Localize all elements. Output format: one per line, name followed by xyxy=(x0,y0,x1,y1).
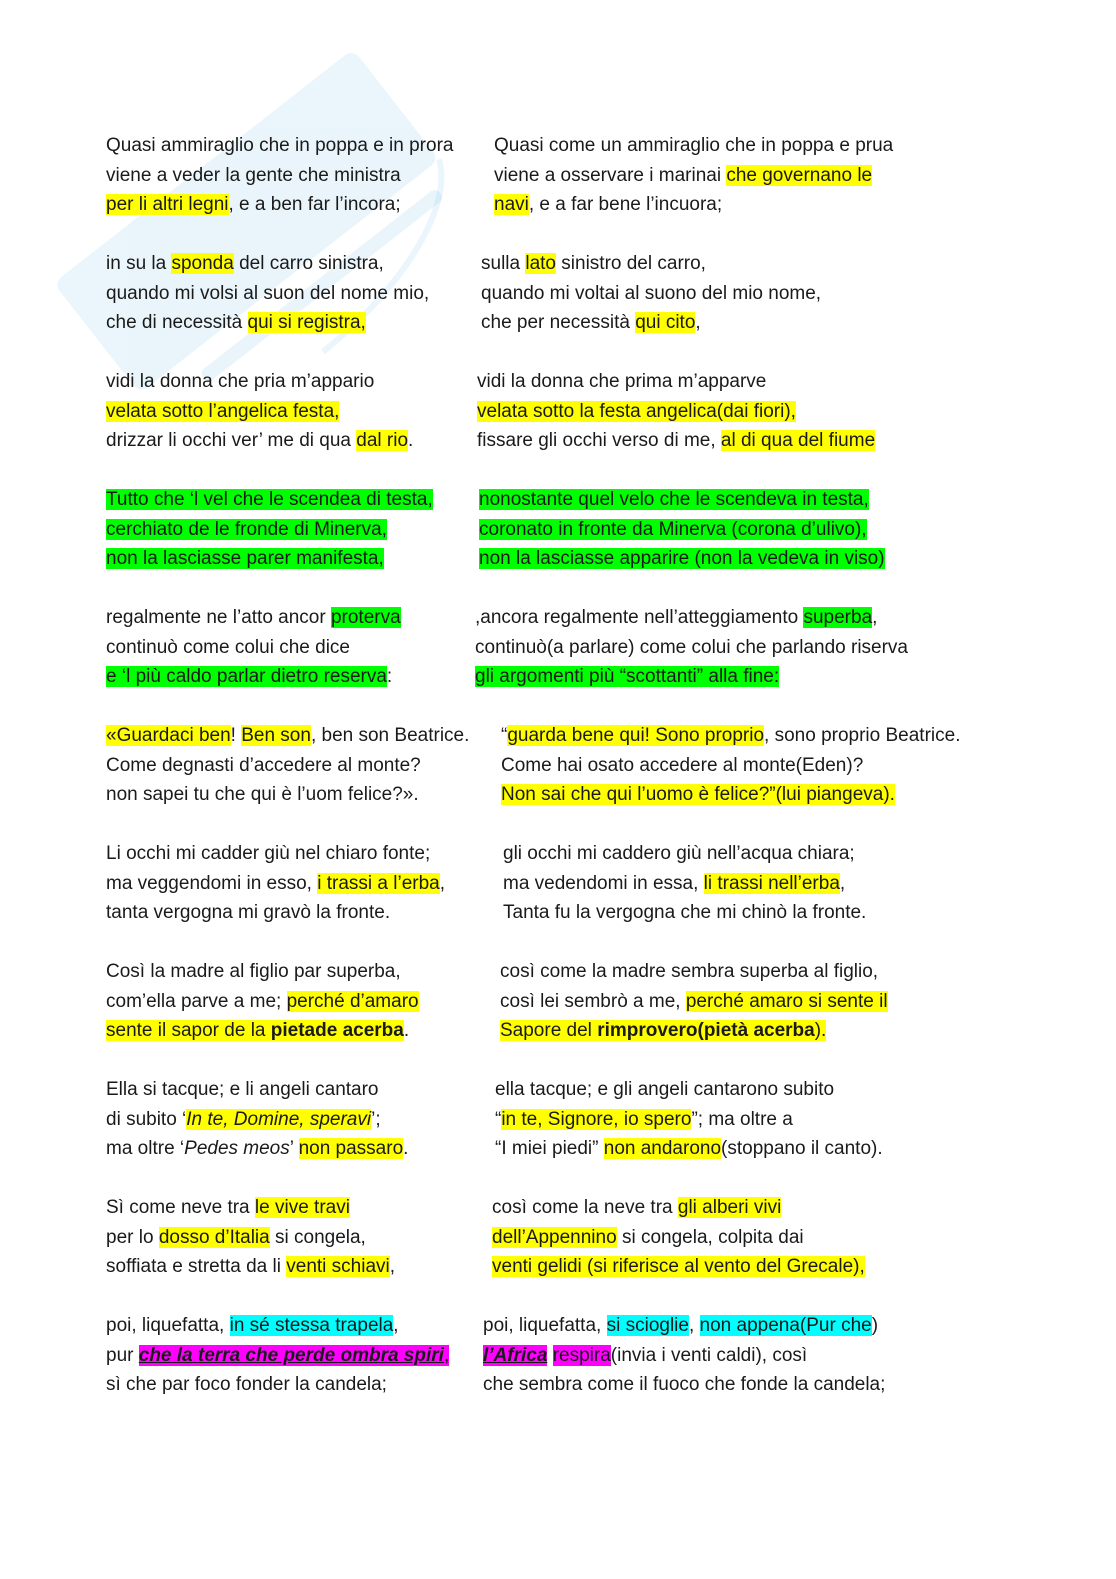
text-segment: che di necessità xyxy=(106,312,248,333)
text-segment: sì che par foco fonder la candela; xyxy=(106,1374,387,1395)
text-segment: dell’Appennino xyxy=(492,1226,617,1248)
text-segment: regalmente ne l’atto ancor xyxy=(106,607,331,628)
text-segment: dal rio xyxy=(356,430,409,451)
text-segment: si congela, xyxy=(269,1226,366,1248)
text-segment: respira xyxy=(552,1344,611,1366)
text-segment: si scioglie xyxy=(606,1315,689,1336)
verse-line-right xyxy=(477,399,796,425)
text-segment: l’Africa xyxy=(483,1344,548,1366)
text-segment: Come degnasti d’accedere al monte? xyxy=(106,754,421,776)
text-segment: del carro sinistra, xyxy=(233,253,384,274)
text-segment: “ xyxy=(495,1108,502,1130)
text-segment: , e a ben far l’incora; xyxy=(228,194,401,215)
verse-line-right xyxy=(475,635,908,661)
text-segment: vidi la donna che prima m’apparve xyxy=(477,371,767,392)
text-segment: , e a far bene l’incuora; xyxy=(528,194,723,215)
text-segment: . xyxy=(403,1020,410,1041)
verse-line-right xyxy=(501,753,863,779)
verse-line-right xyxy=(500,1018,826,1044)
text-segment: perché amaro si sente il xyxy=(685,990,888,1012)
watermark-block xyxy=(54,49,440,393)
verse-line-right xyxy=(477,369,766,395)
text-segment: vidi la donna che pria m’appario xyxy=(106,371,375,392)
verse-line-left xyxy=(106,546,384,572)
text-segment: ) xyxy=(871,1315,879,1336)
text-segment: non la lasciasse parer manifesta, xyxy=(106,548,384,569)
text-segment: così come la madre sembra superba al figlio, xyxy=(500,961,879,982)
verse-line-right xyxy=(475,664,779,690)
verse-line-left xyxy=(106,1225,366,1251)
verse-line-left xyxy=(106,782,419,808)
verse-line-left xyxy=(106,1107,381,1133)
text-segment: velata sotto l’angelica festa, xyxy=(106,400,340,422)
text-segment: per lo xyxy=(106,1226,159,1248)
text-segment: Tutto che ‘l vel che le scendea di testa, xyxy=(106,489,433,510)
text-segment: proterva xyxy=(330,607,401,628)
verse-line-left xyxy=(106,723,469,749)
text-segment: gli argomenti più “scottanti” alla fine: xyxy=(475,666,780,687)
verse-line-right xyxy=(479,517,867,543)
text-segment: qui cito xyxy=(635,312,696,333)
text-segment: in sé stessa trapela xyxy=(229,1315,394,1336)
text-segment: venti schiavi xyxy=(286,1256,390,1277)
text-segment: , xyxy=(389,1256,396,1277)
verse-line-right xyxy=(495,1136,883,1162)
verse-line-left xyxy=(106,1018,409,1044)
text-segment: in te, Signore, io spero xyxy=(501,1108,692,1130)
verse-line-right xyxy=(477,428,875,454)
text-segment: Quasi ammiraglio che in poppa e in prora xyxy=(106,135,454,156)
verse-line-left xyxy=(106,1343,449,1369)
verse-line-right xyxy=(475,605,877,631)
verse-line-left xyxy=(106,664,392,690)
text-segment: Tanta fu la vergogna che mi chinò la fronte. xyxy=(503,902,867,923)
text-segment: perché d’amaro xyxy=(286,990,419,1012)
text-segment: . xyxy=(403,1138,409,1159)
text-segment: ’ xyxy=(289,1138,299,1159)
text-segment: viene a osservare i marinai xyxy=(494,164,727,186)
text-segment: sinistro del carro, xyxy=(556,253,706,274)
text-segment: , xyxy=(688,1315,700,1336)
text-segment: “ xyxy=(501,725,508,746)
text-segment: , xyxy=(439,872,446,894)
verse-line-right xyxy=(495,1107,793,1133)
verse-line-right xyxy=(483,1372,885,1398)
verse-line-right xyxy=(494,133,893,159)
verse-line-right xyxy=(479,487,869,513)
text-segment: così come la neve tra xyxy=(492,1197,678,1218)
text-segment: venti gelidi (si riferisce al vento del Grecale), xyxy=(492,1256,865,1277)
verse-line-right xyxy=(501,723,960,749)
verse-line-left xyxy=(106,251,384,277)
verse-line-left xyxy=(106,1372,387,1398)
verse-line-left xyxy=(106,517,387,543)
text-segment: tanta vergogna mi gravò la fronte. xyxy=(106,902,391,923)
verse-line-left xyxy=(106,959,401,985)
verse-line-right xyxy=(500,989,888,1015)
verse-line-right xyxy=(503,871,845,897)
text-segment: ma vedendomi in essa, xyxy=(503,872,704,894)
text-segment: ma veggendomi in esso, xyxy=(106,872,318,894)
text-segment: In te, Domine, speravi xyxy=(186,1108,372,1130)
text-segment: Come hai osato accedere al monte(Eden)? xyxy=(501,754,864,776)
text-segment: drizzar li occhi ver’ me di qua xyxy=(106,430,357,451)
text-segment: Li occhi mi cadder giù nel chiaro fonte; xyxy=(106,843,431,864)
verse-line-left xyxy=(106,163,401,189)
text-segment: così lei sembrò a me, xyxy=(500,990,686,1012)
text-segment: non sapei tu che qui è l’uom felice?». xyxy=(106,784,419,805)
verse-line-right xyxy=(481,251,706,277)
text-segment: cerchiato de le fronde di Minerva, xyxy=(106,518,387,540)
text-segment: coronato in fronte da Minerva (corona d’ulivo), xyxy=(479,518,867,540)
text-segment: dosso d’Italia xyxy=(158,1226,270,1248)
verse-line-left xyxy=(106,605,401,631)
text-segment: , xyxy=(872,607,878,628)
text-segment: pietade acerba xyxy=(270,1020,404,1041)
verse-line-left xyxy=(106,428,413,454)
text-segment: che per necessità xyxy=(481,312,636,333)
text-segment: gli occhi mi caddero giù nell’acqua chiara; xyxy=(503,843,855,864)
text-segment: (stoppano il canto). xyxy=(721,1138,883,1159)
text-segment: Non sai che qui l’uomo è felice?”(lui piangeva). xyxy=(501,784,895,805)
text-segment: che la terra che perde ombra spiri xyxy=(138,1344,444,1366)
verse-line-right xyxy=(492,1195,781,1221)
verse-line-left xyxy=(106,989,419,1015)
verse-line-right xyxy=(501,782,895,808)
verse-line-left xyxy=(106,192,401,218)
text-segment: qui si registra, xyxy=(247,312,366,333)
text-segment: superba xyxy=(803,607,873,628)
text-segment: velata sotto la festa angelica(dai fiori), xyxy=(477,400,796,422)
text-segment: ,ancora regalmente nell’atteggiamento xyxy=(475,607,804,628)
verse-line-left xyxy=(106,900,390,926)
verse-line-right xyxy=(483,1343,807,1369)
verse-line-right xyxy=(481,310,701,336)
text-segment: Sì come neve tra xyxy=(106,1197,255,1218)
verse-line-left xyxy=(106,753,421,779)
text-segment: sulla xyxy=(481,253,526,274)
text-segment: soffiata e stretta da li xyxy=(106,1256,287,1277)
text-segment: si congela, colpita dai xyxy=(616,1226,804,1248)
text-segment: poi, liquefatta, xyxy=(483,1315,607,1336)
text-segment: in su la xyxy=(106,253,172,274)
text-segment: non la lasciasse apparire (non la vedeva in viso) xyxy=(479,548,885,569)
verse-line-left xyxy=(106,281,429,307)
text-segment: navi xyxy=(494,194,529,215)
verse-line-right xyxy=(481,281,821,307)
text-segment: , xyxy=(443,1344,450,1366)
text-segment: ”; ma oltre a xyxy=(691,1108,793,1130)
text-segment: non passaro xyxy=(298,1138,404,1159)
text-segment xyxy=(547,1345,552,1366)
verse-line-left xyxy=(106,1254,395,1280)
verse-line-right xyxy=(503,900,866,926)
text-segment: che governano le xyxy=(726,164,873,186)
text-segment: ! xyxy=(230,725,242,746)
text-segment: quando mi voltai al suono del mio nome, xyxy=(481,282,822,304)
text-segment: ’; xyxy=(371,1108,381,1130)
text-segment: sponda xyxy=(171,253,234,274)
text-segment: : xyxy=(386,666,393,687)
verse-line-left xyxy=(106,369,374,395)
text-segment: Ella si tacque; e li angeli cantaro xyxy=(106,1079,379,1100)
text-segment: sente il sapor de la xyxy=(106,1020,271,1041)
text-segment: viene a veder la gente che ministra xyxy=(106,164,401,186)
verse-line-left xyxy=(106,487,433,513)
verse-line-left xyxy=(106,310,366,336)
text-segment: non appena(Pur che xyxy=(699,1315,872,1336)
text-segment: , sono proprio Beatrice. xyxy=(764,725,961,746)
text-segment: nonostante quel velo che le scendeva in testa, xyxy=(479,489,869,510)
text-segment: com’ella parve a me; xyxy=(106,990,287,1012)
text-segment: (invia i venti caldi), così xyxy=(610,1344,808,1366)
verse-line-left xyxy=(106,871,445,897)
verse-line-left xyxy=(106,635,350,661)
verse-line-right xyxy=(483,1313,878,1339)
text-segment: e ‘l più caldo parlar dietro reserva xyxy=(106,666,387,687)
text-segment: che sembra come il fuoco che fonde la candela; xyxy=(483,1374,886,1395)
text-segment: di subito ‘ xyxy=(106,1108,187,1130)
text-segment: rimprovero(pietà acerba xyxy=(597,1020,815,1041)
text-segment: lato xyxy=(525,253,556,274)
text-segment: , ben son Beatrice. xyxy=(310,725,470,746)
verse-line-left xyxy=(106,133,453,159)
verse-line-left xyxy=(106,841,430,867)
text-segment: quando mi volsi al suon del nome mio, xyxy=(106,282,430,304)
text-segment: Quasi come un ammiraglio che in poppa e prua xyxy=(494,135,894,156)
text-segment: ella tacque; e gli angeli cantarono subito xyxy=(495,1079,835,1100)
verse-line-right xyxy=(492,1225,804,1251)
text-segment: «Guardaci ben xyxy=(106,725,231,746)
text-segment: pur xyxy=(106,1344,139,1366)
text-segment: continuò come colui che dice xyxy=(106,636,350,658)
text-segment: . xyxy=(408,430,414,451)
verse-line-right xyxy=(494,163,872,189)
text-segment: continuò(a parlare) come colui che parlando riserva xyxy=(475,636,909,658)
text-segment: , xyxy=(393,1315,399,1336)
verse-line-right xyxy=(479,546,885,572)
text-segment: al di qua del fiume xyxy=(720,430,876,451)
verse-line-left xyxy=(106,1195,350,1221)
verse-line-left xyxy=(106,1313,399,1339)
verse-line-right xyxy=(495,1077,834,1103)
verse-line-left xyxy=(106,1136,408,1162)
text-segment: ma oltre ‘ xyxy=(106,1138,185,1159)
text-segment: “I miei piedi” xyxy=(495,1138,604,1159)
text-segment: fissare gli occhi verso di me, xyxy=(477,430,721,451)
text-segment: Così la madre al figlio par superba, xyxy=(106,961,401,982)
verse-line-right xyxy=(500,959,878,985)
verse-line-left xyxy=(106,1077,379,1103)
text-segment: li trassi nell’erba xyxy=(703,872,840,894)
verse-line-right xyxy=(492,1254,865,1280)
text-segment: Sapore del xyxy=(500,1020,598,1041)
text-segment: ). xyxy=(814,1020,827,1041)
text-segment: i trassi a l’erba xyxy=(317,872,440,894)
text-segment: le vive travi xyxy=(254,1197,350,1218)
text-segment: non andarono xyxy=(603,1138,722,1159)
text-segment: , xyxy=(839,872,846,894)
verse-line-right xyxy=(494,192,722,218)
verse-line-left xyxy=(106,399,339,425)
text-segment: Pedes meos xyxy=(184,1138,290,1159)
text-segment: guarda bene qui! Sono proprio xyxy=(507,725,765,746)
text-segment: gli alberi vivi xyxy=(677,1197,782,1218)
text-segment: Ben son xyxy=(241,725,311,746)
text-segment: per li altri legni xyxy=(106,194,229,215)
text-segment: , xyxy=(695,312,701,333)
verse-line-right xyxy=(503,841,855,867)
text-segment: poi, liquefatta, xyxy=(106,1315,230,1336)
